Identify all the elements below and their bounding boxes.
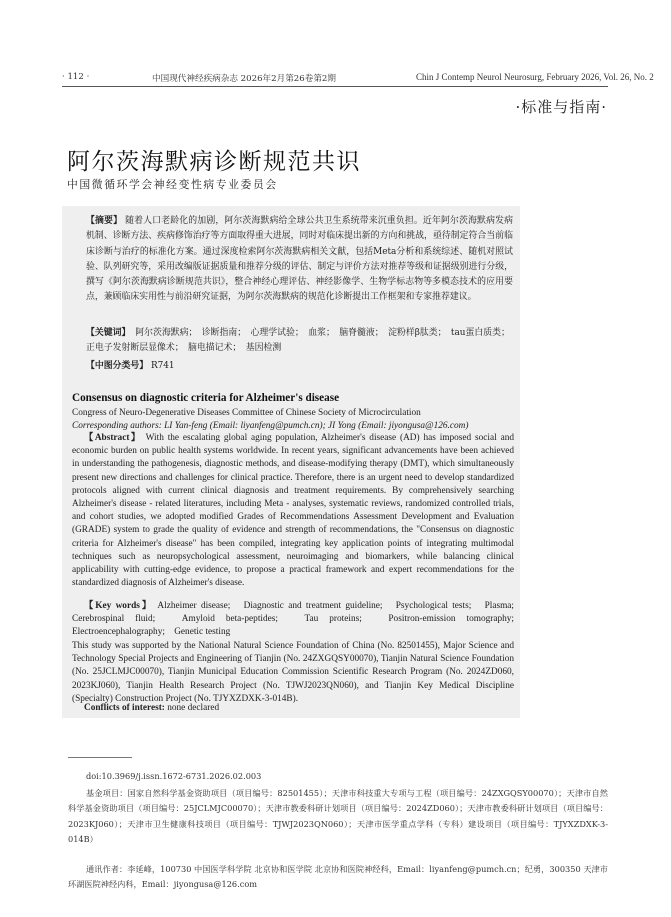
section-tag: ·标准与指南· bbox=[515, 98, 607, 116]
en-abstract-label: 【Abstract】 bbox=[84, 433, 142, 443]
journal-name-cn: 中国现代神经疾病杂志 2026年2月第26卷第2期 bbox=[152, 74, 336, 84]
cn-abstract-text: 随着人口老龄化的加剧，阿尔茨海默病给全球公共卫生系统带来沉重负担。近年阿尔茨海默病发病机制、诊断方法、疾病修饰治疗等方面取得重大进展，同时对临床提出新的方向和挑战，亟待制定符合当前临床诊断与治疗的标准化方案。通过深度检索阿尔茨海默病相关文献，包括Meta分析和系统综述、随机对照试验、队列研究等，采用改编版证据质量和推荐分级的评估、制定与评价方法对推荐等级和证据级别进行分级，撰写《阿尔茨海默病诊断规范共识》，整合神经心理评估、神经影像学、生物学标志物等多模态技术的应用要点，兼顾临床实用性与前沿研究证据，为阿尔茨海默病的规范化诊断提出工作框架和专家推荐建议。 bbox=[86, 216, 514, 303]
page-number: · 112 · bbox=[62, 72, 90, 82]
cn-abstract bbox=[86, 214, 513, 306]
footnote-rule bbox=[68, 757, 132, 758]
cn-keywords-label: 【关键词】 bbox=[86, 328, 131, 338]
en-keywords-text: Alzheimer disease; Diagnostic and treatment guideline; Psychological tests; Plasma; Cerebrospinal fluid; Amyloid beta-peptides; Tau proteins; Positron-emission tomography; Electroencephalography; Genetic testing bbox=[72, 601, 524, 638]
en-abstract-text: With the escalating global aging population, Alzheimer's disease (AD) has imposed social and economic burden on public health systems worldwide. In recent years, significant advancements have been achieved in understanding the pathogenesis, diagnostic methods, and disease-modifying therapy (DMT), which simultaneously present new directions and challenges for clinical practice. Therefore, there is an urgent need to develop standardized protocols aligned with current clinical diagnosis and treatment requirements. By comprehensively searching Alzheimer's disease - related literatures, including Meta - analyses, systematic reviews, randomized controlled trials, and cohort studies, we adopted modified Grades of Recommendations Assessment Development and Evaluation (GRADE) system to grade the quality of evidence and strength of recommendations, the "Consensus on diagnostic criteria for Alzheimer's disease" has been compiled, integrating key application points of integrating multimodal techniques such as neuropsychological assessment, neuroimaging and biomarkers, while balancing clinical applicability with cutting-edge evidence, to propose a practical framework and expert recommendations for the standardized diagnosis of Alzheimer's disease. bbox=[72, 433, 514, 589]
header-rule bbox=[62, 86, 608, 87]
cn-classification bbox=[86, 358, 175, 371]
journal-name-en: Chin J Contemp Neurol Neurosurg, February 2026, Vol. 26, No. 2 bbox=[416, 72, 654, 82]
en-corresponding-authors: Corresponding authors: LI Yan-feng (Email: liyanfeng@pumch.cn); JI Yong (Email: jiyongusa@126.com) bbox=[72, 421, 469, 431]
cn-abstract-label: 【摘要】 bbox=[86, 216, 123, 226]
authors: 中国微循环学会神经变性病专业委员会 bbox=[67, 178, 278, 191]
en-conflicts-of-interest bbox=[84, 703, 219, 713]
cn-classification-label: 【中图分类号】 bbox=[86, 361, 149, 371]
en-funding: This study was supported by the National Natural Science Foundation of China (No. 82501455), Major Science and Technology Special Projects and Engineering of Tianjin (No. 24ZXGQSY00070), Tianjin Natural Science Foundation (No. 25JCLMJC00070), Tianjin Municipal Education Commission Scientific Research Program (No. 2024ZD060, 2023KJ060), Tianjin Health Research Project (No. TJWJ2023QN060), and Tianjin Key Medical Discipline (Specialty) Construction Project (No. TJYXZDXK-3-014B). bbox=[72, 641, 514, 704]
funding-cn: 基金项目：国家自然科学基金资助项目（项目编号：82501455）；天津市科技重大专项与工程（项目编号：24ZXGQSY00070）；天津市自然科学基金资助项目（项目编号：25JCLMJC00070）；天津市教委科研计划项目（项目编号：2024ZD060）；天津市教委科研计划项目（项目编号：2023KJ060）；天津市卫生健康科技项目（项目编号：TJWJ2023QN060）；天津市医学重点学科（专科）建设项目（项目编号：TJYXZDXK-3-014B） bbox=[68, 788, 608, 844]
cn-classification-value: R741 bbox=[150, 361, 175, 371]
en-coi-text: none declared bbox=[167, 703, 220, 713]
en-abstract bbox=[72, 432, 514, 590]
corresponding-cn: 通讯作者：李延峰，100730 中国医学科学院 北京协和医学院 北京协和医院神经科，Email：liyanfeng@pumch.cn；纪勇，300350 天津市环湖医院神经内科，Email：jiyongusa@126.com bbox=[68, 864, 608, 890]
cn-keywords-text: 阿尔茨海默病； 诊断指南； 心理学试验； 血浆； 脑脊髓液； 淀粉样β肽类； tau蛋白质类； 正电子发射断层显像术； 脑电描记术； 基因检测 bbox=[86, 328, 515, 354]
cn-keywords bbox=[86, 326, 513, 357]
en-title: Consensus on diagnostic criteria for Alzheimer's disease bbox=[72, 392, 340, 404]
en-organization: Congress of Neuro-Degenerative Diseases Committee of Chinese Society of Microcirculation bbox=[72, 408, 421, 418]
en-coi-label: Conflicts of interest: bbox=[84, 703, 165, 713]
doi: doi:10.3969/j.issn.1672-6731.2026.02.003 bbox=[86, 771, 262, 781]
en-keywords-label: 【Key words】 bbox=[84, 601, 154, 611]
article-title: 阿尔茨海默病诊断规范共识 bbox=[67, 149, 361, 176]
en-keywords bbox=[72, 600, 524, 640]
